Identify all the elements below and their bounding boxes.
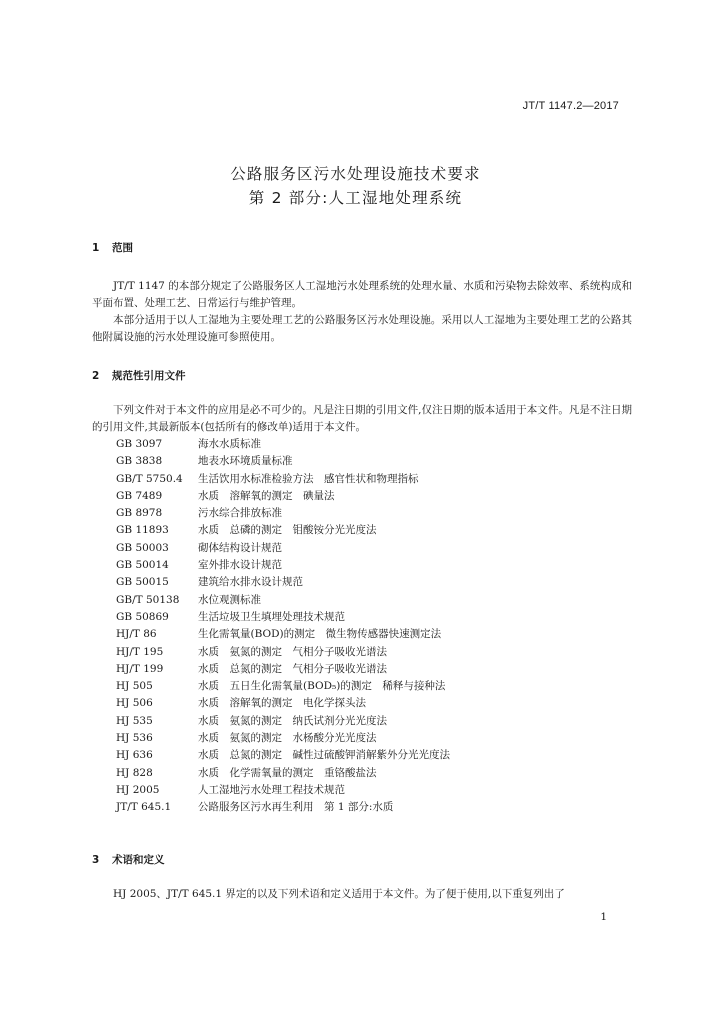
reference-title: 生活垃圾卫生填埋处理技术规范 — [198, 610, 345, 623]
reference-row — [116, 730, 450, 747]
reference-row — [116, 661, 450, 678]
reference-title: 水质 总磷的测定 钼酸铵分光光度法 — [198, 524, 377, 537]
reference-title: 水位观测标准 — [198, 593, 261, 606]
section-title: 规范性引用文件 — [112, 370, 186, 382]
reference-row — [116, 799, 450, 816]
reference-title: 水质 氨氮的测定 纳氏试剂分光光度法 — [198, 714, 387, 727]
terms-intro: HJ 2005、JT/T 645.1 界定的以及下列术语和定义适用于本文件。为了便于使用,以下重复列出了 — [113, 888, 565, 900]
reference-code: GB/T 5750.4 — [116, 472, 183, 485]
reference-code: HJ 535 — [116, 714, 153, 727]
reference-list — [116, 436, 450, 817]
reference-row — [116, 678, 450, 695]
reference-row — [116, 782, 450, 799]
document-title: 公路服务区污水处理设施技术要求 — [230, 165, 481, 183]
reference-title: 海水水质标准 — [198, 438, 261, 450]
section-heading-normative-references — [92, 368, 186, 383]
scope-paragraph-1: JT/T 1147 的本部分规定了公路服务区人工湿地污水处理系统的处理水量、水质和污染物去除效率、系统构成和平面布置、处理工艺、日常运行与维护管理。 — [92, 280, 632, 309]
reference-row — [116, 436, 450, 453]
reference-row — [116, 557, 450, 574]
reference-code: HJ 506 — [116, 697, 153, 710]
reference-title: 地表水环境质量标准 — [198, 455, 293, 468]
reference-code: JT/T 645.1 — [116, 801, 172, 814]
reference-title: 水质 总氮的测定 气相分子吸收光谱法 — [198, 662, 387, 675]
reference-title: 室外排水设计规范 — [198, 559, 282, 572]
reference-row — [116, 626, 450, 643]
reference-code: HJ/T 199 — [116, 662, 164, 675]
reference-title: 生活饮用水标准检验方法 感官性状和物理指标 — [198, 472, 419, 485]
reference-row — [116, 765, 450, 782]
reference-code: GB 7489 — [116, 489, 163, 502]
reference-title: 水质 溶解氧的测定 碘量法 — [198, 489, 335, 502]
section-number: 2 — [92, 370, 100, 382]
section-heading-scope — [92, 240, 133, 255]
reference-row — [116, 713, 450, 730]
standard-code: JT/T 1147.2—2017 — [522, 100, 619, 112]
section-number: 1 — [92, 242, 100, 254]
reference-title: 砌体结构设计规范 — [198, 541, 282, 554]
reference-title: 水质 氨氮的测定 气相分子吸收光谱法 — [198, 645, 387, 658]
reference-row — [116, 540, 450, 557]
reference-code: GB 8978 — [116, 507, 163, 520]
section-title: 术语和定义 — [112, 854, 165, 866]
reference-row — [116, 453, 450, 470]
document-subtitle: 第 2 部分:人工湿地处理系统 — [248, 189, 463, 207]
reference-code: GB 50003 — [116, 541, 169, 554]
reference-title: 人工湿地污水处理工程技术规范 — [198, 783, 345, 796]
scope-paragraph-2: 本部分适用于以人工湿地为主要处理工艺的公路服务区污水处理设施。采用以人工湿地为主要处理工艺的公路其他附属设施的污水处理设施可参照使用。 — [92, 314, 632, 343]
reference-code: HJ 505 — [116, 680, 153, 693]
reference-title: 建筑给水排水设计规范 — [198, 576, 303, 589]
reference-row — [116, 505, 450, 522]
reference-code: GB 11893 — [116, 524, 169, 537]
reference-row — [116, 747, 450, 764]
reference-code: HJ/T 86 — [116, 628, 157, 641]
reference-row — [116, 592, 450, 609]
reference-code: GB/T 50138 — [116, 593, 180, 606]
reference-code: GB 50014 — [116, 559, 169, 572]
reference-title: 水质 溶解氧的测定 电化学探头法 — [198, 697, 366, 710]
reference-title: 水质 五日生化需氧量(BOD₅)的测定 稀释与接种法 — [198, 680, 446, 693]
reference-row — [116, 471, 450, 488]
reference-row — [116, 522, 450, 539]
reference-code: GB 3097 — [116, 438, 163, 450]
reference-title: 生化需氧量(BOD)的测定 微生物传感器快速测定法 — [198, 628, 442, 641]
reference-code: HJ 2005 — [116, 783, 160, 796]
reference-title: 水质 化学需氧量的测定 重铬酸盐法 — [198, 766, 377, 779]
page-number: 1 — [600, 911, 607, 923]
reference-title: 污水综合排放标准 — [198, 507, 282, 520]
reference-title: 水质 氨氮的测定 水杨酸分光光度法 — [198, 732, 377, 745]
reference-code: HJ 636 — [116, 749, 153, 762]
reference-row — [116, 488, 450, 505]
section-title: 范围 — [112, 242, 133, 254]
reference-title: 公路服务区污水再生利用 第 1 部分:水质 — [198, 801, 394, 814]
reference-code: GB 50869 — [116, 610, 169, 623]
reference-row — [116, 644, 450, 661]
reference-code: GB 3838 — [116, 455, 163, 468]
reference-code: HJ 828 — [116, 766, 153, 779]
reference-code: GB 50015 — [116, 576, 169, 589]
reference-row — [116, 695, 450, 712]
reference-row — [116, 574, 450, 591]
reference-row — [116, 609, 450, 626]
reference-code: HJ 536 — [116, 732, 153, 745]
reference-code: HJ/T 195 — [116, 645, 164, 658]
references-intro: 下列文件对于本文件的应用是必不可少的。凡是注日期的引用文件,仅注日期的版本适用于本文件。凡是不注日期的引用文件,其最新版本(包括所有的修改单)适用于本文件。 — [92, 404, 632, 433]
section-number: 3 — [92, 854, 100, 866]
section-heading-terms — [92, 852, 165, 867]
reference-title: 水质 总氮的测定 碱性过硫酸钾消解紫外分光光度法 — [198, 749, 450, 762]
